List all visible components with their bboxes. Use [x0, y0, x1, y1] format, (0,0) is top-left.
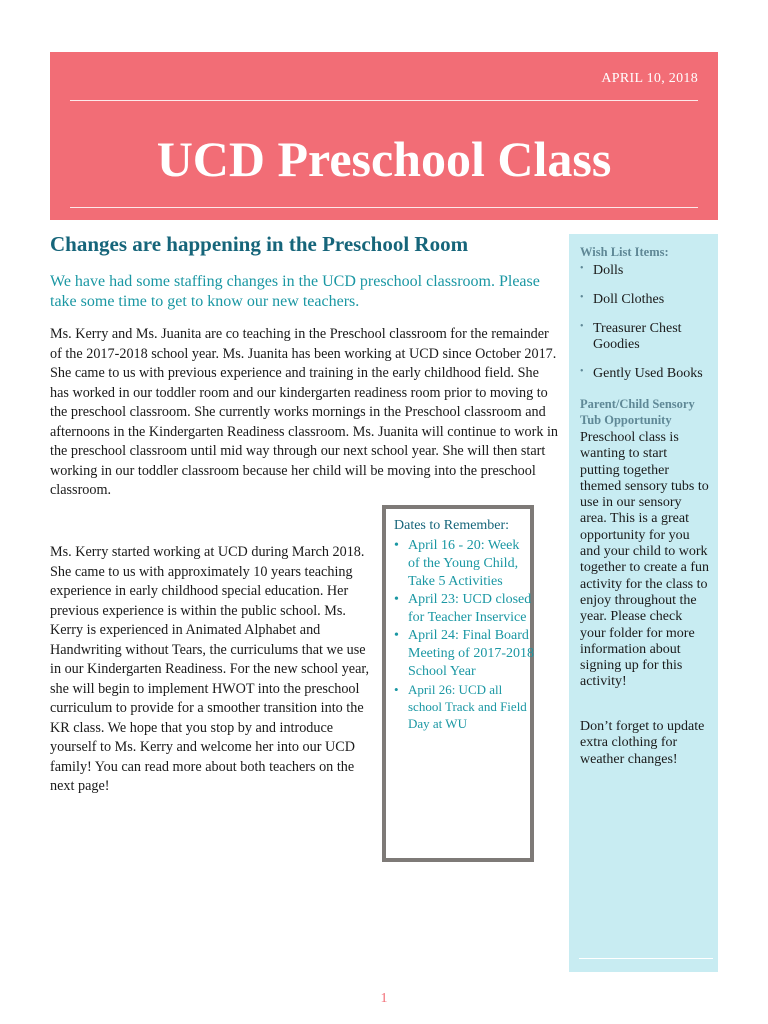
sensory-tub-heading: Parent/Child Sensory Tub Opportunity	[580, 397, 695, 427]
bullet-icon: •	[580, 366, 584, 377]
date-item	[394, 681, 534, 732]
sensory-tub-text: Preschool class is wanting to start putting together themed sensory tubs to use in our sensory area. This is a great opportunity for you and your child to work together to create a fun activity for the class to enjoy throughout the year. Please check your folder for more information about signing up for this activity!	[580, 430, 710, 690]
bullet-icon: •	[394, 682, 399, 697]
bullet-icon: •	[394, 538, 399, 553]
bullet-icon: •	[580, 321, 584, 332]
header-banner	[50, 52, 718, 220]
date-item-text: April 24: Final Board Meeting of 2017-2018 School Year	[408, 628, 534, 679]
wishlist-item	[579, 321, 714, 353]
sidebar	[569, 234, 718, 972]
date-item-text: April 23: UCD closed for Teacher Inservice	[408, 592, 532, 625]
wishlist-item-text: Dolls	[593, 263, 624, 278]
dates-heading: Dates to Remember:	[394, 518, 510, 533]
article-lede: We have had some staffing changes in the UCD preschool classroom. Please take some time to get to know our new teachers.	[50, 273, 540, 310]
dates-list	[394, 537, 534, 732]
wishlist-item-text: Doll Clothes	[593, 292, 665, 307]
dates-to-remember-box	[382, 505, 534, 862]
sidebar-bottom-rule	[579, 958, 713, 959]
bullet-icon: •	[580, 292, 584, 303]
article-paragraph-2: Ms. Kerry started working at UCD during March 2018. She came to us with approximately 10 years teaching experience in early childhood special education. Her previous experience is within the public school. Ms. Kerry is experienced in Animated Alphabet and Handwriting without Tears, the curriculums that we use in our Kindergarten Readiness. For the new school year, she will begin to implement HWOT into the preschool curriculum to provide for a smoother transition into the KR class. We hope that you stop by and introduce yourself to Ms. Kerry and welcome her into our UCD family! You can read more about both teachers on the next page!	[50, 544, 370, 794]
date-item-text: April 26: UCD all school Track and Field Day at WU	[408, 682, 527, 731]
issue-date: APRIL 10, 2018	[601, 71, 698, 86]
wishlist-item	[579, 366, 714, 382]
wishlist-item	[579, 292, 714, 308]
newsletter-title: UCD Preschool Class	[156, 131, 612, 187]
date-item-text: April 16 - 20: Week of the Young Child, Take 5 Activities	[408, 538, 520, 589]
date-item	[394, 591, 534, 627]
wishlist-heading: Wish List Items:	[580, 245, 669, 259]
wishlist-item	[579, 263, 714, 279]
wishlist	[579, 263, 714, 382]
date-item	[394, 627, 534, 681]
article-paragraph-1: Ms. Kerry and Ms. Juanita are co teaching in the Preschool classroom for the remainder of the 2017-2018 school year. Ms. Juanita has been working at UCD since October 2017. She came to us with previous experience and training in the early childhood field. She has worked in our toddler room and our kindergarten readiness room prior to moving to the preschool classroom. She currently works mornings in the Preschool classroom and afternoons in the Kindergarten Readiness classroom. Ms. Juanita will continue to work in the preschool classroom until mid way through our next school year. She will then start working in our toddler classroom because her child will be moving into the preschool classroom.	[50, 326, 559, 498]
bullet-icon: •	[580, 263, 584, 274]
wishlist-item-text: Treasurer Chest Goodies	[593, 321, 682, 352]
article-headline: Changes are happening in the Preschool Room	[50, 232, 469, 256]
bullet-icon: •	[394, 592, 399, 607]
bullet-icon: •	[394, 628, 399, 643]
header-bottom-rule	[70, 207, 698, 208]
wishlist-item-text: Gently Used Books	[593, 366, 703, 381]
page-number: 1	[380, 991, 388, 1006]
header-top-rule	[70, 100, 698, 101]
date-item	[394, 537, 534, 591]
clothing-reminder-text: Don’t forget to update extra clothing for weather changes!	[580, 719, 705, 767]
